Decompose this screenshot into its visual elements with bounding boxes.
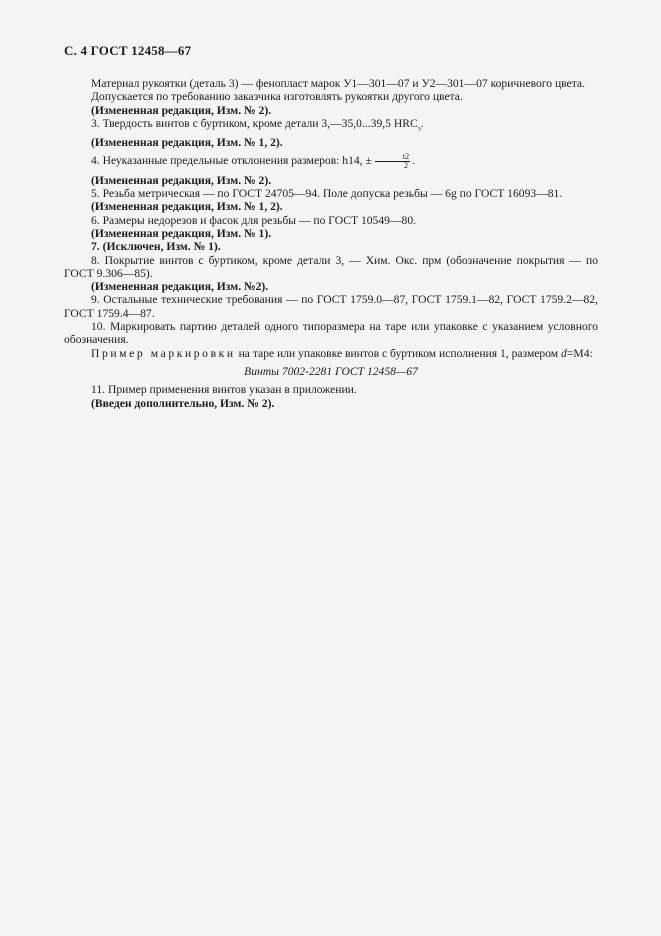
example-end: =М4: <box>566 346 593 360</box>
hardness-end: . <box>420 116 424 130</box>
document-body <box>64 77 598 410</box>
hardness-text: 3. Твердость винтов с буртиком, кроме детали 3,—35,0...39,5 HRC <box>91 116 418 130</box>
amendment-note: (Измененная редакция, Изм. № 1, 2). <box>91 200 283 214</box>
paragraph-tolerances <box>64 153 598 170</box>
amendment-note: (Измененная редакция, Изм. № 2). <box>91 103 272 117</box>
page-header: С. 4 ГОСТ 12458—67 <box>64 43 192 58</box>
example-lead: Пример маркировки <box>91 346 236 360</box>
paragraph-color: Допускается по требованию заказчика изготовлять рукоятки другого цвета. <box>91 90 463 104</box>
paragraph-coating: 8. Покрытие винтов с буртиком, кроме детали 3, — Хим. Окс. прм (обозначение покрытия — по ГОСТ 9.306—85). <box>64 253 598 280</box>
paragraph-application: 11. Пример применения винтов указан в приложении. <box>91 383 357 397</box>
amendment-note: (Введен дополнительно, Изм. № 2). <box>91 396 275 410</box>
amendment-note: (Измененная редакция, Изм. № 1, 2). <box>91 135 283 149</box>
fraction-numerator: t2 <box>375 153 410 162</box>
paragraph-material: Материал рукоятки (деталь 3) — фенопласт марок У1—301—07 и У2—301—07 коричневого цвета. <box>91 77 585 90</box>
amendment-note: (Измененная редакция, Изм. № 2). <box>91 173 272 187</box>
example-d: d <box>561 346 567 360</box>
amendment-note: (Измененная редакция, Изм. №2). <box>91 280 269 294</box>
paragraph-example <box>64 347 598 360</box>
example-rest: на таре или упаковке винтов с буртиком исполнения 1, размером <box>235 346 562 360</box>
fraction-denominator: 2 <box>403 160 408 170</box>
tolerances-text: 4. Неуказанные предельные отклонения размеров: h14, ± <box>91 153 372 167</box>
paragraph-requirements: 9. Остальные технические требования — по ГОСТ 1759.0—87, ГОСТ 1759.1—82, ГОСТ 1759.2—82, ГОСТ 1759.4—87. <box>64 293 598 320</box>
amendment-note: (Измененная редакция, Изм. № 1). <box>91 226 272 240</box>
paragraph-thread: 5. Резьба метрическая — по ГОСТ 24705—94. Поле допуска резьбы — 6g по ГОСТ 16093—81. <box>91 187 563 201</box>
paragraph-undercuts: 6. Размеры недорезов и фасок для резьбы — по ГОСТ 10549—80. <box>91 213 417 227</box>
paragraph-excluded: 7. (Исключен, Изм. № 1). <box>91 240 221 254</box>
tolerances-end: . <box>412 153 415 167</box>
paragraph-marking: 10. Маркировать партию деталей одного типоразмера на таре или упаковке с указанием условного обозначения. <box>64 320 598 347</box>
hardness-subscript: э <box>417 124 421 133</box>
tolerance-fraction <box>375 153 410 170</box>
example-designation: Винты 7002-2281 ГОСТ 12458—67 <box>244 364 418 378</box>
paragraph-hardness <box>64 117 598 136</box>
